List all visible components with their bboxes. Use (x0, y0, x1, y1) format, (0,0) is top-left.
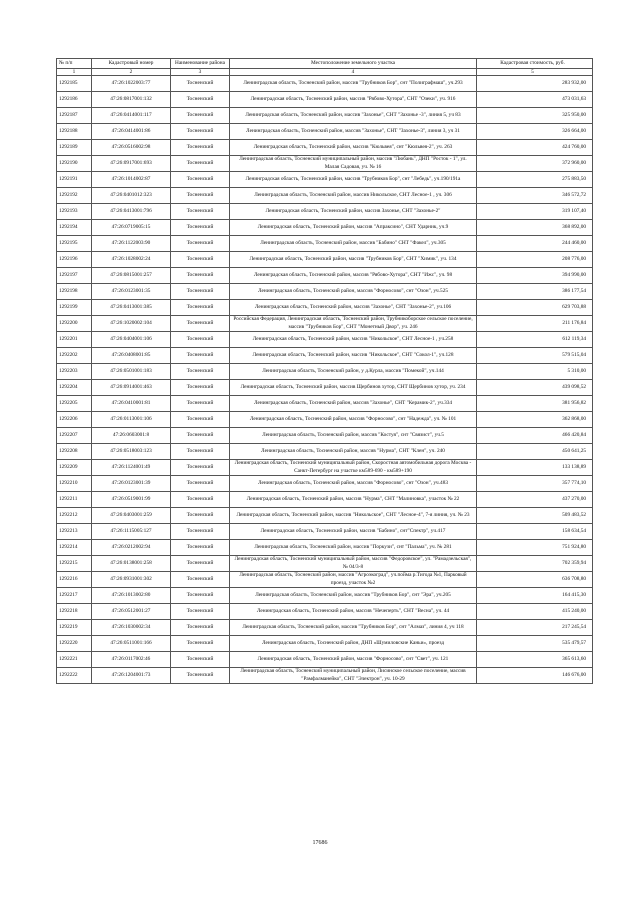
cadastral-number: 47:26:0123001:35 (92, 284, 171, 300)
table-row (57, 412, 593, 428)
cadastral-value: 5 310,00 (477, 364, 593, 380)
table-row (57, 252, 593, 268)
row-number: 1292220 (57, 636, 92, 652)
table-row (57, 284, 593, 300)
district-name: Тосненский (171, 508, 230, 524)
district-name: Тосненский (171, 268, 230, 284)
parcel-location: Ленинградская область, Тосненский район, массив "Апраксино", СНТ Ударник, уч.9 (230, 220, 477, 236)
district-name: Тосненский (171, 380, 230, 396)
parcel-location: Ленинградская область, Тосненский район, массив "Захонье", СНТ "Захонье -3", линия 5, уч 83 (230, 108, 477, 124)
row-number: 1292202 (57, 348, 92, 364)
district-name: Тосненский (171, 236, 230, 252)
district-name: Тосненский (171, 348, 230, 364)
row-number: 1292194 (57, 220, 92, 236)
cadastral-value: 208 776,00 (477, 252, 593, 268)
district-name: Тосненский (171, 604, 230, 620)
cadastral-number: 47:26:0516002:98 (92, 140, 171, 156)
cadastral-value: 362 868,00 (477, 412, 593, 428)
row-number: 1292186 (57, 92, 92, 108)
district-name: Тосненский (171, 300, 230, 316)
row-number: 1292210 (57, 476, 92, 492)
table-row (57, 540, 593, 556)
row-number: 1292211 (57, 492, 92, 508)
header-cadastral-number: Кадастровый номер (92, 59, 171, 69)
cadastral-value: 244 460,00 (477, 236, 593, 252)
district-name: Тосненский (171, 652, 230, 668)
table-row (57, 108, 593, 124)
parcel-location: Ленинградская область, Тосненский район, ДНП «Шумиловские Каньи», проезд (230, 636, 477, 652)
table-row (57, 380, 593, 396)
row-number: 1292218 (57, 604, 92, 620)
district-name: Тосненский (171, 572, 230, 588)
parcel-location: Российская Федерация, Ленинградская область, Тосненский район, Трубникоборское сельское поселение, массив "Трубников Бор", СНТ "Монетный Двор", уч. 246 (230, 316, 477, 332)
district-name: Тосненский (171, 428, 230, 444)
table-row (57, 332, 593, 348)
cadastral-number: 47:26:1014002:87 (92, 172, 171, 188)
table-row (57, 204, 593, 220)
table-row (57, 460, 593, 476)
cadastral-value: 535 479,57 (477, 636, 593, 652)
cadastral-value: 439 098,52 (477, 380, 593, 396)
parcel-location: Ленинградская область, Тосненский район, массив "Форносово", снт "Надежда", уч. № 101 (230, 412, 477, 428)
row-number: 1292191 (57, 172, 92, 188)
table-row (57, 220, 593, 236)
cadastral-number: 47:26:1030002:34 (92, 620, 171, 636)
cadastral-number: 47:26:0917001:693 (92, 156, 171, 172)
parcel-location: Ленинградская область, Тосненский район, массив "Бабино", снт"Спектр", уч.417 (230, 524, 477, 540)
cadastral-number: 47:26:0403001:259 (92, 508, 171, 524)
cadastral-value: 394 990,00 (477, 268, 593, 284)
row-number: 1292213 (57, 524, 92, 540)
row-number: 1292197 (57, 268, 92, 284)
table-row (57, 604, 593, 620)
cadastral-value: 365 613,60 (477, 652, 593, 668)
table-row (57, 348, 593, 364)
table-row (57, 268, 593, 284)
district-name: Тосненский (171, 540, 230, 556)
cadastral-value-table (56, 58, 593, 684)
cadastral-number: 47:26:0413001:796 (92, 204, 171, 220)
table-row (57, 572, 593, 588)
cadastral-value: 579 515,04 (477, 348, 593, 364)
cadastral-value: 372 960,00 (477, 156, 593, 172)
parcel-location: Ленинградская область, Тосненский район, массив "Нечеперть", СНТ "Весна", уч. 44 (230, 604, 477, 620)
page-number: 17686 (312, 840, 328, 846)
cadastral-number: 47:26:0519001:99 (92, 492, 171, 508)
row-number: 1292192 (57, 188, 92, 204)
district-name: Тосненский (171, 492, 230, 508)
cadastral-value: 612 119,34 (477, 332, 593, 348)
table-body (57, 76, 593, 684)
cadastral-value: 346 572,72 (477, 188, 593, 204)
district-name: Тосненский (171, 444, 230, 460)
district-name: Тосненский (171, 188, 230, 204)
cadastral-number: 47:26:0914001:463 (92, 380, 171, 396)
cadastral-number: 47:26:1124001:49 (92, 460, 171, 476)
row-number: 1292219 (57, 620, 92, 636)
parcel-location: Ленинградская область, Тосненский район, массив "Форносово", снт "Озон", уч.525 (230, 284, 477, 300)
cadastral-value: 368 892,00 (477, 220, 593, 236)
district-name: Тосненский (171, 284, 230, 300)
district-name: Тосненский (171, 588, 230, 604)
district-name: Тосненский (171, 668, 230, 684)
cadastral-number: 47:26:0931001:302 (92, 572, 171, 588)
cadastral-value: 133 138,89 (477, 460, 593, 476)
parcel-location: Ленинградская область, Тосненский район, массив "Никольское", СНТ "Сокол-1", уч.128 (230, 348, 477, 364)
parcel-location: Ленинградская область, Тосненский район, массив "Захонье", СНТ "Захонье-2", уч.106 (230, 300, 477, 316)
cadastral-number: 47:26:0413001:385 (92, 300, 171, 316)
district-name: Тосненский (171, 396, 230, 412)
parcel-location: Ленинградская область, Тосненский район, массив Никольское, СНТ Лесное-1 , уч. 306 (230, 188, 477, 204)
row-number: 1292206 (57, 412, 92, 428)
table-row (57, 556, 593, 572)
parcel-location: Ленинградская область, Тосненский район, массив "Захонье", СНТ "Керамик-2", уч.334 (230, 396, 477, 412)
header-row (57, 59, 593, 69)
cadastral-number: 47:26:1022003:77 (92, 76, 171, 92)
parcel-location: Ленинградская область, Тосненский район, массив "Никольское", СНТ "Лесное-4", 7-я линия, уч. № 23 (230, 508, 477, 524)
row-number: 1292216 (57, 572, 92, 588)
cadastral-number: 47:26:0117002:46 (92, 652, 171, 668)
cadastral-number: 47:26:0512001:27 (92, 604, 171, 620)
row-number: 1292198 (57, 284, 92, 300)
table-row (57, 364, 593, 380)
cadastral-number: 47:26:0815001:257 (92, 268, 171, 284)
cadastral-value: 437 270,00 (477, 492, 593, 508)
cadastral-number: 47:26:0414001:86 (92, 124, 171, 140)
parcel-location: Ленинградская область, Тосненский район, массив "Захонье", СНТ "Захонье-3", линия 3, уч 31 (230, 124, 477, 140)
column-index: 1 (57, 69, 92, 76)
table-row (57, 92, 593, 108)
row-number: 1292203 (57, 364, 92, 380)
table-row (57, 172, 593, 188)
row-number: 1292190 (57, 156, 92, 172)
cadastral-value: 424 760,00 (477, 140, 593, 156)
cadastral-number: 47:26:1013002:80 (92, 588, 171, 604)
row-number: 1292187 (57, 108, 92, 124)
cadastral-value: 319 107,40 (477, 204, 593, 220)
header-location: Местоположение земельного участка (230, 59, 477, 69)
table-row (57, 76, 593, 92)
table-row (57, 652, 593, 668)
table-row (57, 620, 593, 636)
table-row (57, 140, 593, 156)
cadastral-number: 47:26:0113001:106 (92, 412, 171, 428)
parcel-location: Ленинградская область, Тосненский район, массив "Рябово-Хутора", СНТ "Озеки", уч. 916 (230, 92, 477, 108)
row-number: 1292209 (57, 460, 92, 476)
table-row (57, 236, 593, 252)
column-index: 3 (171, 69, 230, 76)
cadastral-number: 47:26:0212002:94 (92, 540, 171, 556)
parcel-location: Ленинградская область, Тосненский район, массив "Трубников Бор", снт "Алмаз", линия 4, уч 118 (230, 620, 477, 636)
table-row (57, 156, 593, 172)
cadastral-value: 325 950,00 (477, 108, 593, 124)
district-name: Тосненский (171, 124, 230, 140)
parcel-location: Ленинградская область, Тосненский район, массив "Трубников Бор", снт "Эра", уч.205 (230, 588, 477, 604)
district-name: Тосненский (171, 156, 230, 172)
row-number: 1292214 (57, 540, 92, 556)
table-row (57, 444, 593, 460)
cadastral-number: 47:26:0501001:183 (92, 364, 171, 380)
parcel-location: Ленинградская область, Тосненский муниципальный район, массив "Любань", ДНП "Росток - 1", ул. Малая Садовая, уч. № 16 (230, 156, 477, 172)
parcel-location: Ленинградская область, Тосненский район, массив "Бабино" СНТ "Факел", уч.305 (230, 236, 477, 252)
district-name: Тосненский (171, 364, 230, 380)
parcel-location: Ленинградская область, Тосненский муниципальный район, Скоростная автомобильная дорога Москва - Санкт-Петербург на участке км589-690 - км589+190 (230, 460, 477, 476)
table-row (57, 428, 593, 444)
row-number: 1292201 (57, 332, 92, 348)
district-name: Тосненский (171, 108, 230, 124)
row-number: 1292204 (57, 380, 92, 396)
cadastral-value: 386 177,54 (477, 284, 593, 300)
table-row (57, 124, 593, 140)
table-row (57, 508, 593, 524)
cadastral-value: 164 415,30 (477, 588, 593, 604)
cadastral-number: 47:26:0817001:132 (92, 92, 171, 108)
cadastral-number: 47:26:1115005:127 (92, 524, 171, 540)
cadastral-number: 47:26:1204001:73 (92, 668, 171, 684)
table-row (57, 188, 593, 204)
cadastral-value: 466 420,84 (477, 428, 593, 444)
row-number: 1292196 (57, 252, 92, 268)
parcel-location: Ленинградская область, Тосненский район, массив "Поркузи", снт "Пальма", уч. № 281 (230, 540, 477, 556)
table-row (57, 588, 593, 604)
cadastral-value: 217 245,54 (477, 620, 593, 636)
cadastral-value: 211 176,84 (477, 316, 593, 332)
parcel-location: Ленинградская область, Тосненский район, у д.Курла, массив "Помекой", уч.144 (230, 364, 477, 380)
row-number: 1292221 (57, 652, 92, 668)
district-name: Тосненский (171, 172, 230, 188)
column-index: 2 (92, 69, 171, 76)
column-index-row (57, 69, 593, 76)
cadastral-number: 47:26:0404001:106 (92, 332, 171, 348)
cadastral-value: 473 031,63 (477, 92, 593, 108)
parcel-location: Ленинградская область, Тосненский район, массив "Форносово", снт "Озон", уч.483 (230, 476, 477, 492)
district-name: Тосненский (171, 140, 230, 156)
cadastral-value: 636 708,80 (477, 572, 593, 588)
district-name: Тосненский (171, 636, 230, 652)
row-number: 1292205 (57, 396, 92, 412)
table-row (57, 668, 593, 684)
table-row (57, 316, 593, 332)
document-sheet (56, 58, 586, 684)
cadastral-value: 381 956,82 (477, 396, 593, 412)
cadastral-value: 509 483,52 (477, 508, 593, 524)
parcel-location: Ленинградская область, Тосненский район, массив "Рябово-Хутора", СНТ "Ижс", уч. 98 (230, 268, 477, 284)
table-row (57, 476, 593, 492)
table-row (57, 492, 593, 508)
table-row (57, 636, 593, 652)
cadastral-value: 158 634,54 (477, 524, 593, 540)
district-name: Тосненский (171, 476, 230, 492)
cadastral-number: 47:26:0123001:39 (92, 476, 171, 492)
row-number: 1292217 (57, 588, 92, 604)
district-name: Тосненский (171, 92, 230, 108)
column-index: 4 (230, 69, 477, 76)
district-name: Тосненский (171, 220, 230, 236)
row-number: 1292212 (57, 508, 92, 524)
row-number: 1292185 (57, 76, 92, 92)
parcel-location: Ленинградская область, Тосненский район, массив "Форносово", снт "Свет", уч. 121 (230, 652, 477, 668)
header-number: № п/п (57, 59, 92, 69)
row-number: 1292222 (57, 668, 92, 684)
cadastral-value: 283 932,00 (477, 76, 593, 92)
parcel-location: Ленинградская область, Тосненский муниципальный район, Лисинское сельское поселение, массив "Рамфалманейко", СНТ "Электрон", уч. 10-29 (230, 668, 477, 684)
district-name: Тосненский (171, 460, 230, 476)
cadastral-value: 450 641,25 (477, 444, 593, 460)
cadastral-value: 357 774,10 (477, 476, 593, 492)
parcel-location: Ленинградская область, Тосненский район, массив Захонье, СНТ "Захонье-2" (230, 204, 477, 220)
parcel-location: Ленинградская область, Тосненский муниципальный район, массив "Федоровское", ул. "Рамадзельская", № 04/3-8 (230, 556, 477, 572)
cadastral-number: 47:26:0511001:166 (92, 636, 171, 652)
parcel-location: Ленинградская область, Тосненский район, массив "Агроэкоград", уч.пойма р.Тигода №1, Парковый проезд, участок №2 (230, 572, 477, 588)
table-row (57, 300, 593, 316)
row-number: 1292188 (57, 124, 92, 140)
parcel-location: Ленинградская область, Тосненский район, массив "Никольское", СНТ Лесное-1 , уч.258 (230, 332, 477, 348)
cadastral-number: 47:26:0414001:117 (92, 108, 171, 124)
district-name: Тосненский (171, 332, 230, 348)
cadastral-number: 47:26:0408001:85 (92, 348, 171, 364)
parcel-location: Ленинградская область, Тосненский район, массив "Трубников Бор", снт "Лебедь", уч.190/191а (230, 172, 477, 188)
table-row (57, 524, 593, 540)
cadastral-number: 47:26:1028002:24 (92, 252, 171, 268)
cadastral-value: 629 703,88 (477, 300, 593, 316)
cadastral-number: 47:26:0518003:123 (92, 444, 171, 460)
parcel-location: Ленинградская область, Тосненский район, массив "Нурма", СНТ "Клен", уч. 240 (230, 444, 477, 460)
row-number: 1292193 (57, 204, 92, 220)
cadastral-value: 326 664,00 (477, 124, 593, 140)
cadastral-value: 415 240,00 (477, 604, 593, 620)
cadastral-number: 47:26:1122003:90 (92, 236, 171, 252)
row-number: 1292200 (57, 316, 92, 332)
cadastral-number: 47:26:0410001:81 (92, 396, 171, 412)
table-row (57, 396, 593, 412)
cadastral-value: 702 359,94 (477, 556, 593, 572)
row-number: 1292215 (57, 556, 92, 572)
cadastral-value: 275 883,50 (477, 172, 593, 188)
cadastral-number: 47:26:0719005:15 (92, 220, 171, 236)
cadastral-value: 146 676,00 (477, 668, 593, 684)
district-name: Тосненский (171, 412, 230, 428)
cadastral-value: 751 924,80 (477, 540, 593, 556)
row-number: 1292195 (57, 236, 92, 252)
district-name: Тосненский (171, 524, 230, 540)
cadastral-number: 47:26:0401012:323 (92, 188, 171, 204)
district-name: Тосненский (171, 556, 230, 572)
row-number: 1292207 (57, 428, 92, 444)
district-name: Тосненский (171, 620, 230, 636)
header-district: Наименование района (171, 59, 230, 69)
column-index: 5 (477, 69, 593, 76)
cadastral-number: 47:26:0603001:8 (92, 428, 171, 444)
district-name: Тосненский (171, 76, 230, 92)
cadastral-number: 47:26:0138001:258 (92, 556, 171, 572)
parcel-location: Ленинградская область, Тосненский район, массив "Трубников Бор", СНТ "Химик", уч. 134 (230, 252, 477, 268)
row-number: 1292208 (57, 444, 92, 460)
district-name: Тосненский (171, 316, 230, 332)
cadastral-number: 47:26:1020002:104 (92, 316, 171, 332)
parcel-location: Ленинградская область, Тосненский район, массив "Кюльвея", снт "Кюльвея-2", уч. 263 (230, 140, 477, 156)
row-number: 1292199 (57, 300, 92, 316)
header-cadastral-value: Кадастровая стоимость, руб. (477, 59, 593, 69)
parcel-location: Ленинградская область, Тосненский район, массив "Нурма", СНТ "Малиновка", участок № 22 (230, 492, 477, 508)
parcel-location: Ленинградская область, Тосненский район, массив "Трубников Бор", снт "Полиграфмаш", уч.293 (230, 76, 477, 92)
row-number: 1292189 (57, 140, 92, 156)
district-name: Тосненский (171, 204, 230, 220)
parcel-location: Ленинградская область, Тосненский район, массив Щербинов хутор, СНТ Щербинов хутор, уч. 234 (230, 380, 477, 396)
parcel-location: Ленинградская область, Тосненский район, массив "Костуя", снт "Связист", уч.5 (230, 428, 477, 444)
district-name: Тосненский (171, 252, 230, 268)
